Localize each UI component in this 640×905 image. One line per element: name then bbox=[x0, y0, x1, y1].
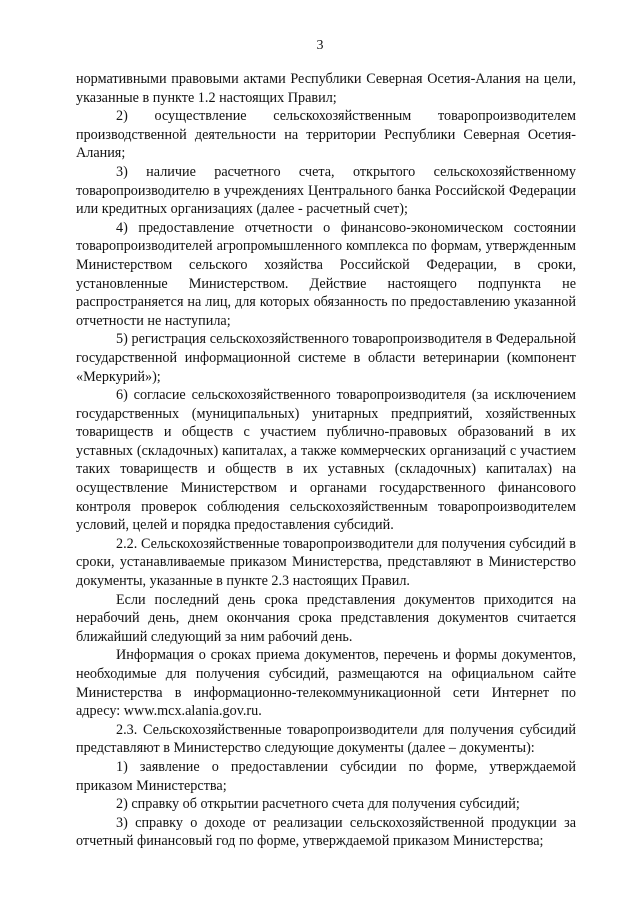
page-number: 3 bbox=[316, 38, 324, 53]
paragraph-continuation: нормативными правовыми актами Республики Северная Осетия-Алания на цели, указанные в пункте 1.2 настоящих Правил; bbox=[76, 71, 576, 106]
paragraph-doc-3: 3) справку о доходе от реализации сельскохозяйственной продукции за отчетный финансовый год по форме, утверждаемой приказом Министерства; bbox=[76, 814, 576, 850]
paragraph-item-2: 2) осуществление сельскохозяйственным товаропроизводителем производственной деятельности на территории Республики Северная Осетия-Алания; bbox=[76, 108, 576, 162]
paragraph-item-5: 5) регистрация сельскохозяйственного товаропроизводителя в Федеральной государственной информационной системе в области ветеринарии (компонент «Меркурий»); bbox=[76, 331, 576, 385]
paragraph-item-6: 6) согласие сельскохозяйственного товаропроизводителя (за исключением государственных (муниципальных) унитарных предприятий, хозяйственных товариществ и обществ с участием публично-правовых образований в их уставных (складочных) капиталах, а также коммерческих организаций с участием таких товариществ и обществ в их уставных (складочных) капиталах) на осуществление Министерством и органами государственного финансового контроля проверок соблюдения сельскохозяйственным товаропроизводителем условий, целей и порядка предоставления субсидий. bbox=[76, 387, 576, 534]
document-body bbox=[76, 70, 576, 851]
paragraph-section-2-2: 2.2. Сельскохозяйственные товаропроизводители для получения субсидий в сроки, устанавливаемые приказом Министерства, представляют в Министерство документы, указанные в пункте 2.3 настоящих Правил. bbox=[76, 535, 576, 590]
paragraph-doc-1: 1) заявление о предоставлении субсидии по форме, утверждаемой приказом Министерства; bbox=[76, 758, 576, 794]
paragraph-info-note: Информация о сроках приема документов, перечень и формы документов, необходимые для получения субсидий, размещаются на официальном сайте Министерства в информационно-телекоммуникационной сети Интернет по адресу: www.mcx.alania.gov.ru. bbox=[76, 647, 576, 720]
paragraph-doc-2: 2) справку об открытии расчетного счета для получения субсидий; bbox=[116, 796, 520, 813]
paragraph-item-3: 3) наличие расчетного счета, открытого сельскохозяйственному товаропроизводителю в учреждениях Центрального банка Российской Федерации или кредитных организациях (далее - расчетный счет); bbox=[76, 163, 576, 218]
paragraph-deadline-note: Если последний день срока представления документов приходится на нерабочий день, днем окончания срока представления документов считается ближайший следующий за ним рабочий день. bbox=[76, 591, 576, 645]
paragraph-item-4: 4) предоставление отчетности о финансово-экономическом состоянии товаропроизводителей агропромышленного комплекса по формам, утвержденным Министерством сельского хозяйства Российской Федерации, в сроки, установленные Министерством. Действие настоящего подпункта не распространяется на лиц, для которых обязанность по предоставлению указанной отчетности не наступила; bbox=[76, 219, 576, 329]
paragraph-section-2-3: 2.3. Сельскохозяйственные товаропроизводители для получения субсидий представляют в Министерство следующие документы (далее – документы): bbox=[76, 721, 576, 757]
